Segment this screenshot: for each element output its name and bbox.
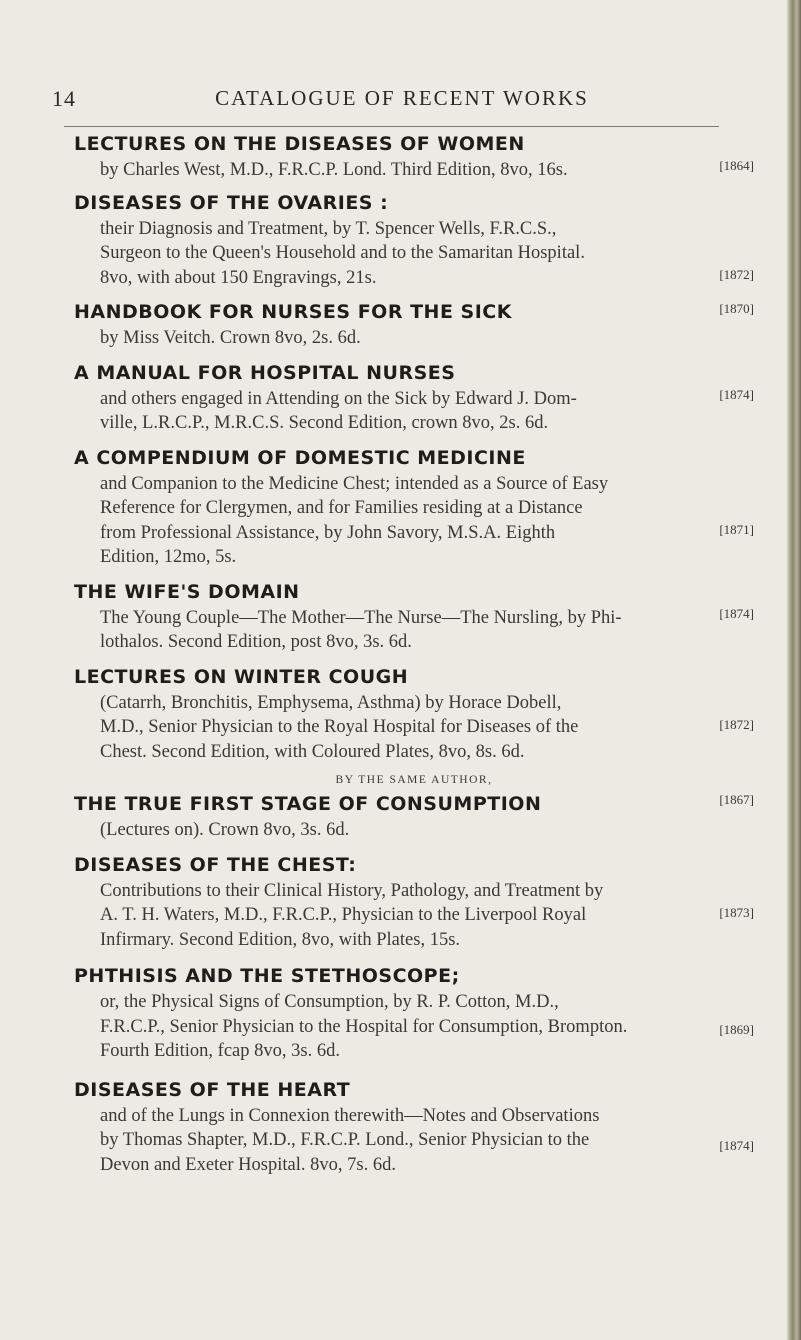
- by-same-author-note: BY THE SAME AUTHOR,: [335, 774, 493, 786]
- description-line: Devon and Exeter Hospital. 8vo, 7s. 6d.: [100, 1154, 396, 1175]
- entry-description: [100, 990, 754, 1064]
- entry-title: THE TRUE FIRST STAGE OF CONSUMPTION: [74, 793, 542, 815]
- page-edge: [787, 0, 801, 1340]
- description-line: Edition, 12mo, 5s.: [100, 547, 237, 567]
- publication-year: [1867]: [719, 792, 754, 807]
- description-line: F.R.C.P., Senior Physician to the Hospital for Consumption, Brompton.: [100, 1016, 628, 1037]
- description-line: by Miss Veitch. Crown 8vo, 2s. 6d.: [100, 328, 361, 348]
- description-line: Surgeon to the Queen's Household and to the Samaritan Hospital.: [100, 243, 585, 263]
- publication-year: [1871]: [719, 521, 754, 537]
- entry-description: [100, 1104, 754, 1178]
- page-number: 14: [52, 86, 76, 111]
- entry-description: [100, 606, 754, 655]
- publication-year: [1874]: [719, 1137, 754, 1153]
- catalogue-entry: [74, 962, 754, 1064]
- entry-title: THE WIFE'S DOMAIN: [74, 580, 300, 603]
- description-line: Infirmary. Second Edition, 8vo, with Plates, 15s.: [100, 929, 461, 950]
- entry-title: HANDBOOK FOR NURSES FOR THE SICK: [74, 301, 512, 323]
- publication-year: [1870]: [719, 301, 754, 316]
- description-line: and others engaged in Attending on the Sick by Edward J. Dom-: [100, 388, 577, 409]
- entry-title: DISEASES OF THE HEART: [74, 1078, 351, 1101]
- entry-description: [100, 472, 754, 570]
- description-line: from Professional Assistance, by John Savory, M.S.A. Eighth: [100, 522, 556, 543]
- description-line: or, the Physical Signs of Consumption, by R. P. Cotton, M.D.,: [100, 992, 559, 1012]
- catalogue-entry: [74, 298, 754, 351]
- publication-year: [1873]: [719, 904, 754, 920]
- entry-description: [100, 158, 754, 183]
- entry-description: [100, 691, 754, 765]
- entry-title: LECTURES ON WINTER COUGH: [74, 665, 409, 688]
- description-line: Reference for Clergymen, and for Families residing at a Distance: [100, 498, 583, 518]
- entry-description: [100, 818, 754, 843]
- description-line: A. T. H. Waters, M.D., F.R.C.P., Physician to the Liverpool Royal: [100, 905, 587, 925]
- publication-year: [1869]: [719, 1022, 754, 1037]
- catalogue-entry: [74, 1076, 754, 1178]
- page-header: [52, 86, 752, 114]
- running-title: CATALOGUE OF RECENT WORKS: [215, 86, 589, 110]
- description-line: and of the Lungs in Connexion therewith—Notes and Observations: [100, 1105, 600, 1126]
- entry-title: PHTHISIS AND THE STETHOSCOPE;: [74, 965, 460, 987]
- catalogue-entry: [74, 790, 754, 843]
- catalogue-entry: [74, 663, 754, 765]
- description-line: by Charles West, M.D., F.R.C.P. Lond. Third Edition, 8vo, 16s.: [100, 160, 568, 180]
- entry-description: [100, 326, 754, 351]
- description-line: lothalos. Second Edition, post 8vo, 3s. 6d.: [100, 632, 412, 652]
- publication-year: [1874]: [719, 605, 754, 621]
- entry-description: [100, 217, 754, 291]
- catalogue-entry: [74, 130, 754, 183]
- entry-description: [100, 879, 754, 953]
- description-line: Fourth Edition, fcap 8vo, 3s. 6d.: [100, 1041, 340, 1061]
- description-line: (Catarrh, Bronchitis, Emphysema, Asthma) by Horace Dobell,: [100, 692, 562, 713]
- publication-year: [1872]: [719, 716, 754, 732]
- publication-year: [1864]: [719, 158, 754, 173]
- description-line: and Companion to the Medicine Chest; intended as a Source of Easy: [100, 473, 609, 494]
- catalogue-entry: [74, 189, 754, 291]
- entry-description: [100, 387, 754, 436]
- publication-year: [1872]: [719, 266, 754, 282]
- catalogue-entries: [74, 130, 754, 1177]
- description-line: The Young Couple—The Mother—The Nurse—The Nursling, by Phi-: [100, 607, 622, 628]
- catalogue-entry: [74, 444, 754, 570]
- publication-year: [1874]: [719, 386, 754, 402]
- catalogue-entry: [74, 578, 754, 655]
- description-line: 8vo, with about 150 Engravings, 21s.: [100, 267, 377, 288]
- description-line: (Lectures on). Crown 8vo, 3s. 6d.: [100, 820, 350, 840]
- description-line: Chest. Second Edition, with Coloured Plates, 8vo, 8s. 6d.: [100, 741, 525, 762]
- entry-title: DISEASES OF THE OVARIES :: [74, 191, 389, 214]
- entry-title: DISEASES OF THE CHEST:: [74, 853, 357, 876]
- description-line: their Diagnosis and Treatment, by T. Spencer Wells, F.R.C.S.,: [100, 218, 557, 239]
- entry-title: A COMPENDIUM OF DOMESTIC MEDICINE: [74, 446, 526, 469]
- entry-title: LECTURES ON THE DISEASES OF WOMEN: [74, 133, 525, 155]
- description-line: Contributions to their Clinical History, Pathology, and Treatment by: [100, 880, 604, 901]
- description-line: M.D., Senior Physician to the Royal Hospital for Diseases of the: [100, 717, 579, 737]
- catalogue-entry: [74, 359, 754, 436]
- header-rule: [64, 126, 719, 127]
- description-line: ville, L.R.C.P., M.R.C.S. Second Edition, crown 8vo, 2s. 6d.: [100, 413, 549, 433]
- catalogue-entry: [74, 851, 754, 953]
- description-line: by Thomas Shapter, M.D., F.R.C.P. Lond., Senior Physician to the: [100, 1130, 590, 1150]
- entry-title: A MANUAL FOR HOSPITAL NURSES: [74, 361, 456, 384]
